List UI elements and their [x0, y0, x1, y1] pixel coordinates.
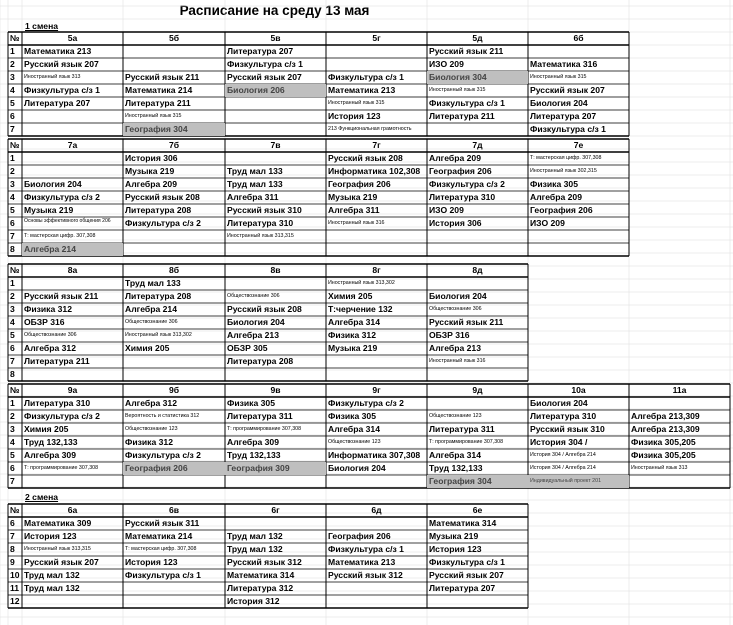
lesson-cell[interactable]	[528, 45, 629, 58]
lesson-cell[interactable]: Т: мастерская цифр. 307,308	[24, 233, 96, 239]
lesson-cell[interactable]: ОБЗР 316	[24, 317, 65, 327]
lesson-cell[interactable]	[528, 230, 629, 243]
class-header[interactable]: 8в	[270, 265, 281, 275]
row-number[interactable]: 4	[10, 317, 15, 327]
lesson-cell[interactable]: Алгебра 314	[328, 317, 380, 327]
lesson-cell[interactable]: Алгебра 213	[227, 330, 279, 340]
lesson-cell[interactable]: Основы эффективного общения 206	[24, 217, 111, 224]
lesson-cell[interactable]: Иностранный язык 315	[530, 74, 587, 80]
lesson-cell[interactable]: Алгебра 312	[125, 398, 177, 408]
lesson-cell[interactable]: Труд мал 133	[125, 278, 181, 288]
row-number[interactable]: 6	[10, 111, 15, 121]
class-header[interactable]: 7в	[270, 140, 281, 150]
lesson-cell[interactable]	[22, 123, 123, 136]
lesson-cell[interactable]: Русский язык 211	[125, 72, 200, 82]
lesson-cell[interactable]: Физика 305,205	[631, 437, 696, 447]
lesson-cell[interactable]	[427, 595, 528, 608]
lesson-cell[interactable]: Химия 205	[24, 424, 69, 434]
lesson-cell[interactable]	[225, 123, 326, 136]
lesson-cell[interactable]: Иностранный язык 313,302	[328, 280, 395, 286]
class-header[interactable]: 6а	[67, 505, 78, 515]
lesson-cell[interactable]: Литература 211	[429, 111, 495, 121]
lesson-cell[interactable]: Т: программирование 307,308	[24, 465, 99, 471]
lesson-cell[interactable]: Русский язык 312	[328, 570, 403, 580]
lesson-cell[interactable]: Литература 207	[429, 583, 496, 593]
shift-label: 1 смена	[25, 21, 59, 31]
lesson-cell[interactable]: Литература 312	[227, 583, 294, 593]
lesson-cell[interactable]: Труд мал 133	[227, 179, 283, 189]
lesson-cell[interactable]: Физкультура с/з 2	[24, 411, 100, 421]
lesson-cell[interactable]: Русский язык 208	[125, 192, 200, 202]
lesson-cell[interactable]: Труд 132,133	[227, 450, 281, 460]
lesson-cell[interactable]: Русский язык 207	[227, 72, 302, 82]
lesson-cell[interactable]	[225, 243, 326, 256]
lesson-cell[interactable]	[22, 475, 123, 488]
class-header[interactable]: 8а	[67, 265, 78, 275]
class-header[interactable]: 6д	[371, 505, 382, 515]
lesson-cell[interactable]: Математика 213	[328, 557, 396, 567]
lesson-cell[interactable]	[427, 243, 528, 256]
class-header[interactable]: 11а	[672, 385, 687, 395]
lesson-cell[interactable]: Алгебра 314	[429, 450, 481, 460]
lesson-cell[interactable]: Математика 309	[24, 518, 92, 528]
lesson-cell[interactable]: География 304	[123, 123, 225, 136]
lesson-cell[interactable]: Музыка 219	[328, 343, 378, 353]
row-number[interactable]: 8	[10, 544, 15, 554]
class-header[interactable]: 5д	[472, 33, 483, 43]
lesson-cell[interactable]	[326, 368, 427, 381]
row-number[interactable]: 2	[10, 291, 15, 301]
row-number[interactable]: 9	[10, 557, 15, 567]
class-header[interactable]: 8д	[472, 265, 483, 275]
lesson-cell[interactable]	[225, 152, 326, 165]
lesson-cell[interactable]: Музыка 219	[125, 166, 175, 176]
lesson-cell[interactable]: Иностранный язык 313	[631, 465, 688, 471]
lesson-cell[interactable]	[225, 475, 326, 488]
lesson-cell[interactable]: Музыка 219	[24, 205, 74, 215]
lesson-cell[interactable]: Иностранный язык 302,315	[530, 168, 597, 174]
row-number[interactable]: 3	[10, 72, 15, 82]
lesson-cell[interactable]	[326, 517, 427, 530]
lesson-cell[interactable]: Иностранный язык 315	[429, 87, 486, 93]
lesson-cell[interactable]: Физкультура с/з 2	[429, 179, 505, 189]
lesson-cell[interactable]: Русский язык 208	[328, 153, 403, 163]
lesson-cell[interactable]: География 206	[328, 179, 391, 189]
lesson-cell[interactable]: Физкультура с/з 1	[328, 544, 404, 554]
row-number-header[interactable]: №	[10, 505, 20, 515]
lesson-cell[interactable]: Физкультура с/з 2	[24, 192, 100, 202]
lesson-cell[interactable]	[123, 368, 225, 381]
lesson-cell[interactable]	[326, 355, 427, 368]
row-number[interactable]: 8	[10, 369, 15, 379]
lesson-cell[interactable]: География 206	[328, 531, 391, 541]
lesson-cell[interactable]: Обществознание 123	[429, 413, 482, 419]
lesson-cell[interactable]: История 123	[328, 111, 381, 121]
lesson-cell[interactable]: Индивидуальный проект 201	[528, 475, 629, 488]
lesson-cell[interactable]	[22, 595, 123, 608]
row-number[interactable]: 10	[10, 570, 20, 580]
row-number[interactable]: 12	[10, 596, 20, 606]
lesson-cell[interactable]: Труд 132,133	[429, 463, 483, 473]
lesson-cell[interactable]: Литература 207	[227, 46, 294, 56]
lesson-cell[interactable]: География 304	[427, 475, 528, 488]
lesson-cell[interactable]: История 312	[227, 596, 280, 606]
lesson-cell[interactable]: Физика 312	[125, 437, 173, 447]
lesson-cell[interactable]: Литература 310	[227, 218, 294, 228]
lesson-cell[interactable]: Математика 314	[227, 570, 295, 580]
lesson-cell[interactable]	[123, 475, 225, 488]
lesson-cell[interactable]: Математика 213	[24, 46, 92, 56]
class-header[interactable]: 9а	[67, 385, 78, 395]
lesson-cell[interactable]: Информатика 102,308	[328, 166, 421, 176]
lesson-cell[interactable]: Обществознание 306	[125, 319, 178, 325]
row-number[interactable]: 1	[10, 153, 15, 163]
lesson-cell[interactable]	[326, 243, 427, 256]
page-title: Расписание на среду 13 мая	[179, 3, 370, 18]
lesson-cell[interactable]: История 123	[24, 531, 77, 541]
row-number[interactable]: 3	[10, 179, 15, 189]
lesson-cell[interactable]: Труд мал 132	[227, 544, 283, 554]
lesson-cell[interactable]: История 123	[125, 557, 178, 567]
lesson-cell[interactable]: Вероятность и статистика 312	[125, 413, 200, 419]
lesson-cell[interactable]	[22, 110, 123, 123]
lesson-cell[interactable]: Информатика 307,308	[328, 450, 421, 460]
lesson-cell[interactable]: Алгебра 311	[328, 205, 380, 215]
lesson-cell[interactable]	[427, 277, 528, 290]
lesson-cell[interactable]: Труд мал 133	[227, 166, 283, 176]
lesson-cell[interactable]: Химия 205	[328, 291, 373, 301]
lesson-cell[interactable]	[326, 475, 427, 488]
lesson-cell[interactable]: Физкультура с/з 1	[328, 72, 404, 82]
lesson-cell[interactable]: Физкультура с/з 1	[429, 557, 505, 567]
lesson-cell[interactable]: Химия 205	[125, 343, 170, 353]
lesson-cell[interactable]	[225, 277, 326, 290]
class-header[interactable]: 9в	[270, 385, 281, 395]
lesson-cell[interactable]: Физика 312	[24, 304, 72, 314]
lesson-cell[interactable]	[225, 368, 326, 381]
lesson-cell[interactable]: Обществознание 306	[429, 306, 482, 312]
lesson-cell[interactable]: Русский язык 310	[227, 205, 302, 215]
class-header[interactable]: 5г	[372, 33, 381, 43]
lesson-cell[interactable]	[629, 475, 730, 488]
lesson-cell[interactable]: Математика 213	[328, 85, 396, 95]
lesson-cell[interactable]: Музыка 219	[328, 192, 378, 202]
class-header[interactable]: 6в	[168, 505, 180, 515]
lesson-cell[interactable]: Русский язык 311	[125, 518, 200, 528]
lesson-cell[interactable]	[22, 277, 123, 290]
row-number[interactable]: 8	[10, 244, 15, 254]
class-header[interactable]: 8б	[168, 265, 180, 275]
lesson-cell[interactable]: История 306	[429, 218, 482, 228]
row-number[interactable]: 2	[10, 59, 15, 69]
lesson-cell[interactable]: Алгебра 312	[24, 343, 76, 353]
row-number-header[interactable]: №	[10, 140, 20, 150]
lesson-cell[interactable]	[225, 97, 326, 110]
lesson-cell[interactable]: Биология 204	[530, 98, 588, 108]
lesson-cell[interactable]: Алгебра 311	[227, 192, 279, 202]
lesson-cell[interactable]: Биология 204	[530, 398, 588, 408]
lesson-cell[interactable]: География 206	[530, 205, 593, 215]
row-number[interactable]: 7	[10, 124, 15, 134]
shift-label: 2 смена	[25, 492, 59, 502]
lesson-cell[interactable]: Физика 305	[328, 411, 376, 421]
lesson-cell[interactable]: Физика 312	[328, 330, 376, 340]
lesson-cell[interactable]: Обществознание 123	[328, 439, 381, 445]
class-header[interactable]: 7а	[67, 140, 78, 150]
class-header[interactable]: 8г	[372, 265, 381, 275]
lesson-cell[interactable]: Физкультура с/з 1	[125, 570, 201, 580]
lesson-cell[interactable]	[326, 595, 427, 608]
lesson-cell[interactable]	[22, 368, 123, 381]
row-number[interactable]: 6	[10, 218, 15, 228]
lesson-cell[interactable]: Иностранный язык 316	[328, 220, 385, 226]
lesson-cell[interactable]: Физкультура с/з 1	[24, 85, 100, 95]
lesson-cell[interactable]	[225, 110, 326, 123]
lesson-cell[interactable]: География 309	[225, 462, 326, 475]
row-number[interactable]: 4	[10, 437, 15, 447]
lesson-cell[interactable]: Русский язык 211	[24, 291, 99, 301]
row-number[interactable]: 7	[10, 356, 15, 366]
class-header[interactable]: 6б	[573, 33, 584, 43]
lesson-cell[interactable]: Биология 204	[429, 291, 487, 301]
lesson-cell[interactable]: Физика 305	[227, 398, 275, 408]
row-number-header[interactable]: №	[10, 385, 20, 395]
lesson-cell[interactable]: Литература 311	[429, 424, 495, 434]
lesson-cell[interactable]: Русский язык 211	[429, 317, 504, 327]
row-number[interactable]: 2	[10, 166, 15, 176]
lesson-cell[interactable]	[427, 230, 528, 243]
lesson-cell[interactable]: ИЗО 209	[429, 205, 464, 215]
row-number[interactable]: 1	[10, 46, 15, 56]
lesson-cell[interactable]: Литература 211	[125, 98, 191, 108]
lesson-cell[interactable]: Литература 208	[125, 291, 192, 301]
row-number-header[interactable]: №	[10, 265, 20, 275]
row-number[interactable]: 1	[10, 398, 15, 408]
lesson-cell[interactable]: Физкультура с/з 1	[429, 98, 505, 108]
lesson-cell[interactable]: Математика 214	[125, 85, 193, 95]
row-number[interactable]: 4	[10, 85, 15, 95]
lesson-cell[interactable]: Труд 132,133	[24, 437, 78, 447]
lesson-cell[interactable]	[427, 368, 528, 381]
lesson-cell[interactable]: Иностранный язык 313,315	[227, 233, 294, 239]
lesson-cell[interactable]: Алгебра 314	[328, 424, 380, 434]
lesson-cell[interactable]	[123, 582, 225, 595]
row-number[interactable]: 6	[10, 518, 15, 528]
lesson-cell[interactable]: Алгебра 213,309	[631, 411, 700, 421]
lesson-cell[interactable]	[123, 243, 225, 256]
lesson-cell[interactable]: Физкультура с/з 2	[125, 450, 201, 460]
lesson-cell[interactable]: Биология 204	[328, 463, 386, 473]
lesson-cell[interactable]: Физкультура с/з 1	[227, 59, 303, 69]
lesson-cell[interactable]: Т: программирование 307,308	[429, 439, 504, 445]
lesson-cell[interactable]	[123, 355, 225, 368]
lesson-cell[interactable]: Иностранный язык 313,315	[24, 546, 91, 552]
lesson-cell[interactable]: Труд мал 132	[24, 570, 80, 580]
row-number[interactable]: 11	[10, 583, 20, 593]
row-number[interactable]: 6	[10, 343, 15, 353]
row-number[interactable]: 5	[10, 450, 15, 460]
lesson-cell[interactable]: Иностранный язык 316	[429, 358, 486, 364]
lesson-cell[interactable]: Труд мал 132	[227, 531, 283, 541]
lesson-cell[interactable]	[427, 123, 528, 136]
lesson-cell[interactable]: Т:черчение 132	[328, 304, 393, 314]
lesson-cell[interactable]: ИЗО 209	[530, 218, 565, 228]
lesson-cell[interactable]: Алгебра 213	[429, 343, 481, 353]
lesson-cell[interactable]: Литература 310	[24, 398, 91, 408]
class-header[interactable]: 7г	[372, 140, 381, 150]
lesson-cell[interactable]: Русский язык 207	[24, 557, 99, 567]
class-header[interactable]: 10а	[571, 385, 586, 395]
row-number[interactable]: 2	[10, 411, 15, 421]
lesson-cell[interactable]	[427, 397, 528, 410]
lesson-cell[interactable]: Русский язык 310	[530, 424, 605, 434]
class-header[interactable]: 7д	[472, 140, 483, 150]
class-header[interactable]: 5а	[67, 33, 78, 43]
lesson-cell[interactable]: Обществознание 306	[24, 332, 77, 338]
lesson-cell[interactable]: История 306	[125, 153, 178, 163]
row-number[interactable]: 4	[10, 192, 15, 202]
lesson-cell[interactable]	[123, 58, 225, 71]
lesson-cell[interactable]: Литература 208	[227, 356, 294, 366]
class-header[interactable]: 9г	[372, 385, 381, 395]
lesson-cell[interactable]: Русский язык 312	[227, 557, 302, 567]
lesson-cell[interactable]: Литература 310	[530, 411, 597, 421]
row-number[interactable]: 6	[10, 463, 15, 473]
lesson-cell[interactable]: ОБЗР 316	[429, 330, 470, 340]
lesson-cell[interactable]: Математика 316	[530, 59, 598, 69]
lesson-cell[interactable]: Биология 204	[227, 317, 285, 327]
lesson-cell[interactable]: Математика 214	[125, 531, 193, 541]
class-header[interactable]: 5б	[168, 33, 180, 43]
lesson-cell[interactable]	[326, 582, 427, 595]
lesson-cell[interactable]: Иностранный язык 315	[328, 100, 385, 106]
lesson-cell[interactable]	[629, 397, 730, 410]
lesson-cell[interactable]: Обществознание 306	[227, 293, 280, 299]
lesson-cell[interactable]: Биология 304	[427, 71, 528, 84]
row-number[interactable]: 7	[10, 231, 15, 241]
lesson-cell[interactable]: Алгебра 209	[125, 179, 177, 189]
lesson-cell[interactable]: 213 Функциональная грамотность	[328, 126, 412, 132]
lesson-cell[interactable]	[22, 152, 123, 165]
lesson-cell[interactable]: История 304 /	[530, 437, 588, 447]
row-number[interactable]: 1	[10, 278, 15, 288]
class-header[interactable]: 9д	[472, 385, 483, 395]
row-number[interactable]: 3	[10, 424, 15, 434]
row-number-header[interactable]: №	[10, 33, 20, 43]
lesson-cell[interactable]: Иностранный язык 315	[125, 113, 182, 119]
lesson-cell[interactable]	[123, 45, 225, 58]
lesson-cell[interactable]: Литература 311	[227, 411, 293, 421]
lesson-cell[interactable]: Физика 305	[530, 179, 578, 189]
lesson-cell[interactable]: Алгебра 214	[22, 243, 123, 256]
lesson-cell[interactable]	[326, 45, 427, 58]
lesson-cell[interactable]: Обществознание 123	[125, 426, 178, 432]
lesson-cell[interactable]: Алгебра 309	[227, 437, 279, 447]
lesson-cell[interactable]: Иностранный язык 313,302	[125, 332, 192, 338]
lesson-cell[interactable]: Биология 204	[24, 179, 82, 189]
lesson-cell[interactable]: Иностранный язык 313	[24, 74, 81, 80]
lesson-cell[interactable]: Т: мастерская цифр. 307,308	[530, 155, 602, 161]
row-number[interactable]: 5	[10, 98, 15, 108]
lesson-cell[interactable]	[326, 230, 427, 243]
row-number[interactable]: 5	[10, 330, 15, 340]
lesson-cell[interactable]: ОБЗР 305	[227, 343, 268, 353]
lesson-cell[interactable]: Русский язык 207	[24, 59, 99, 69]
lesson-cell[interactable]: Литература 208	[125, 205, 192, 215]
lesson-cell[interactable]	[123, 230, 225, 243]
lesson-cell[interactable]: Алгебра 209	[429, 153, 481, 163]
lesson-cell[interactable]: История 304 / Алгебра 214	[530, 452, 596, 458]
lesson-cell[interactable]: Биология 206	[225, 84, 326, 97]
lesson-cell[interactable]: Физкультура с/з 2	[125, 218, 201, 228]
lesson-cell[interactable]: Русский язык 207	[429, 570, 504, 580]
lesson-cell[interactable]: География 206	[123, 462, 225, 475]
lesson-cell[interactable]	[326, 58, 427, 71]
lesson-cell[interactable]: Алгебра 213,309	[631, 424, 700, 434]
lesson-cell[interactable]	[22, 165, 123, 178]
lesson-cell[interactable]	[528, 243, 629, 256]
lesson-cell[interactable]: Литература 207	[530, 111, 597, 121]
class-header[interactable]: 5в	[270, 33, 281, 43]
lesson-cell[interactable]	[123, 595, 225, 608]
row-number[interactable]: 3	[10, 304, 15, 314]
class-header[interactable]: 6е	[472, 505, 483, 515]
lesson-cell[interactable]: Алгебра 209	[530, 192, 582, 202]
lesson-cell[interactable]: Труд мал 132	[24, 583, 80, 593]
lesson-cell[interactable]: История 123	[429, 544, 482, 554]
lesson-cell[interactable]	[225, 517, 326, 530]
lesson-cell[interactable]: Литература 211	[24, 356, 90, 366]
class-header[interactable]: 7е	[573, 140, 584, 150]
lesson-cell[interactable]: Алгебра 214	[125, 304, 177, 314]
lesson-cell[interactable]: Алгебра 309	[24, 450, 76, 460]
lesson-cell[interactable]: Музыка 219	[429, 531, 479, 541]
lesson-cell[interactable]: Литература 310	[429, 192, 496, 202]
lesson-cell[interactable]: Русский язык 207	[530, 85, 605, 95]
lesson-cell[interactable]: Физика 305,205	[631, 450, 696, 460]
lesson-cell[interactable]: ИЗО 209	[429, 59, 464, 69]
lesson-cell[interactable]: Математика 314	[429, 518, 497, 528]
lesson-cell[interactable]: Т: мастерская цифр. 307,308	[125, 546, 197, 552]
class-header[interactable]: 9б	[168, 385, 180, 395]
lesson-cell[interactable]: Литература 207	[24, 98, 91, 108]
row-number[interactable]: 7	[10, 531, 15, 541]
row-number[interactable]: 7	[10, 476, 15, 486]
lesson-cell[interactable]: Русский язык 208	[227, 304, 302, 314]
lesson-cell[interactable]: История 304 / Алгебра 214	[530, 465, 596, 471]
class-header[interactable]: 6г	[271, 505, 280, 515]
lesson-cell[interactable]: Русский язык 211	[429, 46, 504, 56]
lesson-cell[interactable]: География 206	[429, 166, 492, 176]
class-header[interactable]: 7б	[168, 140, 180, 150]
lesson-cell[interactable]: Физкультура с/з 1	[530, 124, 606, 134]
lesson-cell[interactable]: Т: программирование 307,308	[227, 426, 302, 432]
row-number[interactable]: 5	[10, 205, 15, 215]
lesson-cell[interactable]: Физкультура с/з 2	[328, 398, 404, 408]
